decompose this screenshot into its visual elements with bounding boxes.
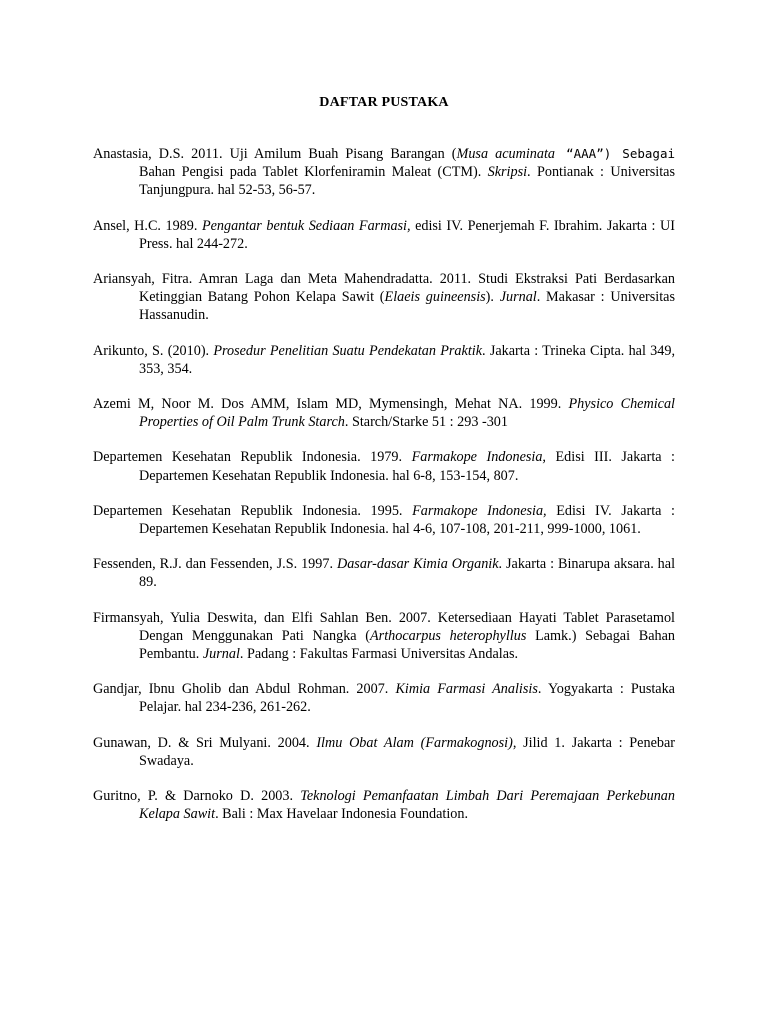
reference-text: , Jilid 1. Jakarta : Penebar Swadaya. [139, 734, 675, 769]
reference-text: Edisi IV. Jakarta : Departemen Kesehatan Republik Indonesia. hal 4-6, 107-108, 201-211, 999-1000, 1061. [139, 502, 676, 538]
reference-italic-text: Farmakope Indonesia, [411, 449, 546, 466]
reference-text: edisi IV. Penerjemah F. Ibrahim. Jakarta : UI Press. hal 244-272. [139, 217, 675, 252]
reference-text: Firmansyah, Yulia Deswita, dan Elfi Sahlan Ben. 2007. Ketersediaan Hayati Tablet Parasetamol Dengan Menggunakan Pati Nangka ( [93, 609, 675, 644]
reference-text: Guritno, P. & Darnoko D. 2003. [93, 788, 301, 805]
reference-text: Azemi M, Noor M. Dos AMM, Islam MD, Mymensingh, Mehat NA. 1999. [93, 396, 569, 413]
reference-italic-text: Jurnal [202, 646, 240, 663]
reference-entry [93, 145, 675, 200]
reference-text: Edisi III. Jakarta : Departemen Kesehatan Republik Indonesia. hal 6-8, 153-154, 807. [139, 449, 675, 484]
reference-text: Ansel, H.C. 1989. [93, 217, 202, 234]
reference-text: Departemen Kesehatan Republik Indonesia. 1995. [93, 502, 413, 519]
reference-entry [93, 395, 675, 431]
reference-text: . Starch/Starke 51 : 293 -301 [344, 414, 508, 431]
reference-entry [93, 680, 675, 716]
reference-italic-text: Musa acuminata [456, 146, 556, 162]
reference-text: . Yogyakarta : Pustaka Pelajar. hal 234-236, 261-262. [139, 681, 675, 716]
reference-text: Bahan Pengisi pada Tablet Klorfeniramin Maleat (CTM). [139, 164, 488, 181]
reference-italic-text: Skripsi [487, 164, 528, 181]
reference-text: “AAA”) Sebagai [555, 146, 675, 161]
reference-italic-text: Prosedur Penelitian Suatu Pendekatan Praktik [213, 342, 483, 359]
reference-text: . Jakarta : Binarupa aksara. hal 89. [139, 556, 676, 591]
reference-entry [93, 217, 675, 253]
reference-italic-text: Elaeis guineensis [384, 289, 486, 306]
reference-entry [93, 555, 675, 591]
page-title: DAFTAR PUSTAKA [319, 95, 449, 110]
reference-italic-text: Farmakope Indonesia, [412, 502, 547, 519]
reference-text: Gandjar, Ibnu Gholib dan Abdul Rohman. 2007. [93, 681, 396, 698]
reference-entry [93, 734, 675, 770]
reference-italic-text: Ilmu Obat Alam (Farmakognosi) [316, 734, 513, 751]
reference-entry [93, 787, 675, 823]
reference-text: . Makasar : Universitas Hassanudin. [139, 289, 675, 324]
reference-entry [93, 609, 675, 664]
reference-text: Ariansyah, Fitra. Amran Laga dan Meta Mahendradatta. 2011. Studi Ekstraksi Pati Berdasarkan Ketinggian Batang Pohon Kelapa Sawit ( [93, 271, 675, 306]
reference-text: . Padang : Fakultas Farmasi Universitas Andalas. [239, 646, 519, 663]
reference-italic-text: Arthocarpus heterophyllus [370, 627, 527, 644]
reference-text: . Bali : Max Havelaar Indonesia Foundation. [215, 806, 469, 823]
reference-italic-text: Jurnal [499, 289, 537, 306]
reference-text: Departemen Kesehatan Republik Indonesia. 1979. [93, 449, 412, 466]
reference-list [93, 145, 675, 840]
reference-text: Lamk.) Sebagai Bahan Pembantu. [139, 627, 675, 663]
reference-entry [93, 448, 675, 484]
reference-text: ). [485, 289, 500, 306]
reference-text: . Pontianak : Universitas Tanjungpura. hal 52-53, 56-57. [139, 164, 675, 199]
reference-entry [93, 342, 675, 378]
reference-italic-text: Dasar-dasar Kimia Organik [336, 556, 499, 573]
reference-text: Gunawan, D. & Sri Mulyani. 2004. [93, 734, 317, 751]
reference-italic-text: Teknologi Pemanfaatan Limbah Dari Peremajaan Perkebunan Kelapa Sawit [139, 788, 675, 823]
reference-entry [93, 270, 675, 325]
reference-text: . Jakarta : Trineka Cipta. hal 349, 353, 354. [139, 342, 676, 377]
reference-text: Fessenden, R.J. dan Fessenden, J.S. 1997. [93, 556, 337, 573]
reference-italic-text: Pengantar bentuk Sediaan Farmasi, [201, 217, 411, 234]
reference-text: Arikunto, S. (2010). [93, 342, 214, 359]
reference-italic-text: Physico Chemical Properties of Oil Palm Trunk Starch [139, 396, 675, 431]
reference-text: Anastasia, D.S. 2011. Uji Amilum Buah Pisang Barangan ( [93, 146, 457, 162]
reference-italic-text: Kimia Farmasi Analisis [395, 681, 538, 698]
reference-entry [93, 502, 675, 538]
